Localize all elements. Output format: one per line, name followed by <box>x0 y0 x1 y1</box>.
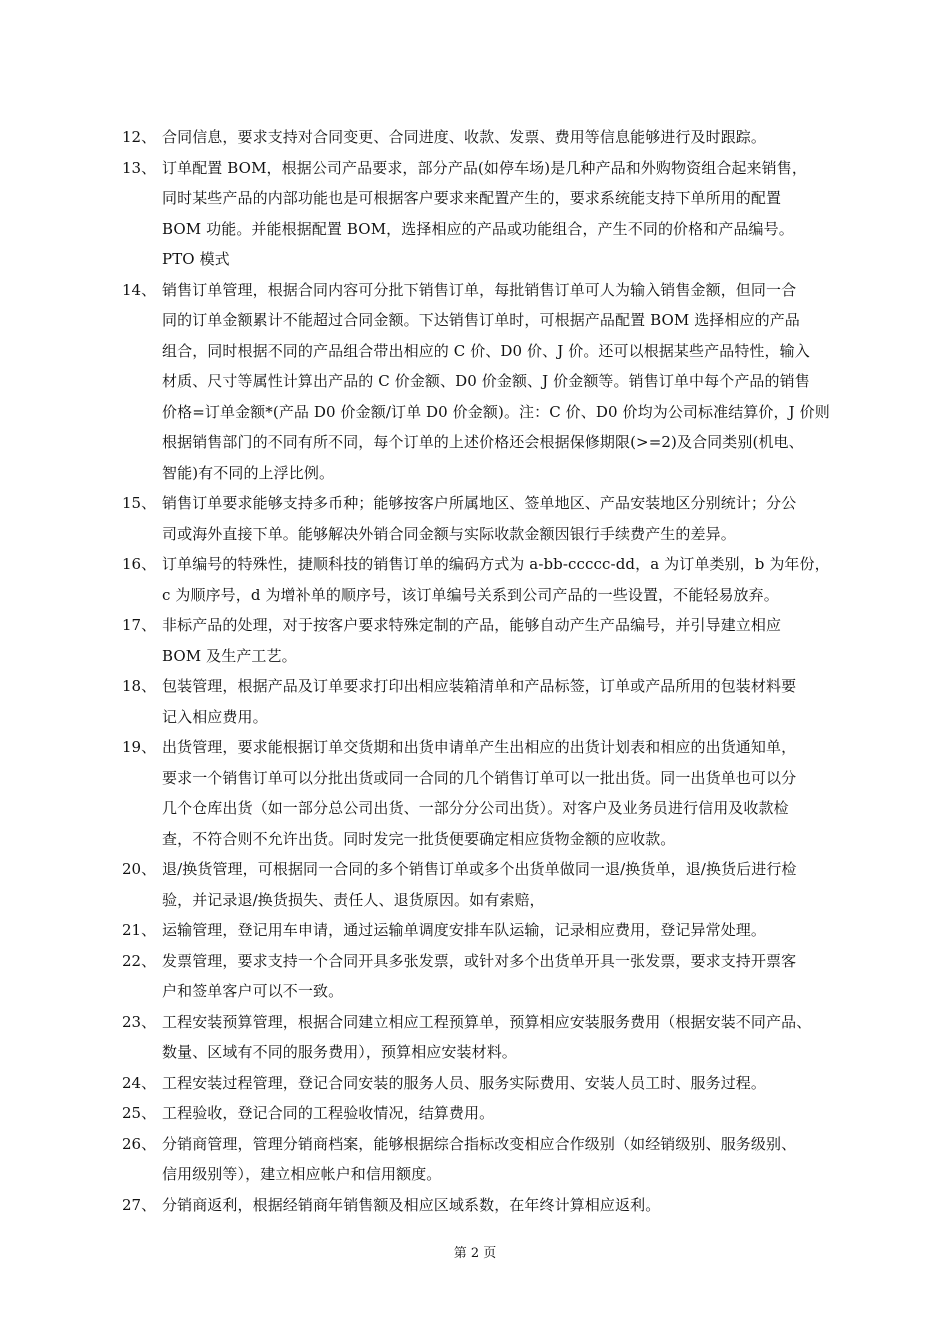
list-item-text-line: 工程验收，登记合同的工程验收情况，结算费用。 <box>162 1104 495 1122</box>
list-item <box>0 610 950 671</box>
list-item <box>0 488 950 549</box>
list-item <box>0 1068 950 1099</box>
list-item-text-line: 同的订单金额累计不能超过合同金额。下达销售订单时，可根据产品配置 BOM 选择相应的产品 <box>162 311 800 329</box>
list-item <box>0 122 950 153</box>
list-item-text-line: 分销商返利，根据经销商年销售额及相应区域系数，在年终计算相应返利。 <box>162 1195 661 1214</box>
list-item-text-line: 退/换货管理，可根据同一合同的多个销售订单或多个出货单做同一退/换货单，退/换货后进行检 <box>162 860 797 878</box>
list-item-text-line: 工程安装过程管理，登记合同安装的服务人员、服务实际费用、安装人员工时、服务过程。 <box>162 1073 767 1092</box>
list-item-number: 12、 <box>122 128 157 146</box>
page-number: 第 2 页 <box>453 1246 497 1261</box>
list-item <box>0 275 950 489</box>
list-item-number: 26、 <box>122 1134 157 1153</box>
list-item-number: 14、 <box>122 280 157 299</box>
list-item-text-line: 订单编号的特殊性，捷顺科技的销售订单的编码方式为 a-bb-ccccc-dd，a 为订单类别，b 为年份， <box>162 555 830 573</box>
list-item <box>0 671 950 732</box>
list-item <box>0 915 950 946</box>
list-item-text-line: 订单配置 BOM，根据公司产品要求，部分产品(如停车场)是几种产品和外购物资组合起来销售， <box>162 158 807 177</box>
list-item-text-line: 记入相应费用。 <box>162 707 268 726</box>
list-item-number: 17、 <box>122 616 157 634</box>
list-item-text-line: 几个仓库出货（如一部分总公司出货、一部分分公司出货）。对客户及业务员进行信用及收款检 <box>162 799 789 817</box>
list-item-text-line: 销售订单要求能够支持多币种；能够按客户所属地区、签单地区、产品安装地区分别统计；分公 <box>162 494 797 512</box>
list-item-text-line: BOM 功能。并能根据配置 BOM，选择相应的产品或功能组合，产生不同的价格和产品编号。 <box>162 219 794 238</box>
list-item-text-line: PTO 模式 <box>162 250 230 268</box>
list-item <box>0 1098 950 1129</box>
list-item-number: 20、 <box>122 860 157 878</box>
list-item <box>0 1129 950 1190</box>
list-item-text-line: 价格=订单金额*(产品 D0 价金额/订单 D0 价金额)。注：C 价、D0 价均为公司标准结算价，J 价则 <box>162 402 830 421</box>
list-item-number: 19、 <box>122 738 157 756</box>
list-item-text-line: 户和签单客户可以不一致。 <box>162 982 344 1000</box>
list-item-text-line: 信用级别等），建立相应帐户和信用额度。 <box>162 1165 442 1183</box>
list-item-text-line: 销售订单管理，根据合同内容可分批下销售订单，每批销售订单可人为输入销售金额，但同一合 <box>162 280 797 299</box>
list-item <box>0 1007 950 1068</box>
page-footer <box>0 1245 950 1263</box>
list-item-text-line: 材质、尺寸等属性计算出产品的 C 价金额、D0 价金额、J 价金额等。销售订单中每个产品的销售 <box>162 372 810 390</box>
list-item-text-line: 验，并记录退/换货损失、责任人、退货原因。如有索赔， <box>162 890 545 909</box>
list-item-text-line: 非标产品的处理，对于按客户要求特殊定制的产品，能够自动产生产品编号，并引导建立相应 <box>162 616 782 634</box>
list-item-text-line: 组合，同时根据不同的产品组合带出相应的 C 价、D0 价、J 价。还可以根据某些产品特性，输入 <box>162 341 810 360</box>
document-body <box>0 122 950 1220</box>
list-item <box>0 946 950 1007</box>
list-item-number: 25、 <box>122 1104 157 1122</box>
list-item <box>0 549 950 610</box>
list-item-number: 18、 <box>122 677 157 695</box>
list-item-text-line: 智能)有不同的上浮比例。 <box>162 463 335 482</box>
list-item-text-line: BOM 及生产工艺。 <box>162 646 297 665</box>
list-item <box>0 732 950 854</box>
list-item-text-line: 同时某些产品的内部功能也是可根据客户要求来配置产生的，要求系统能支持下单所用的配置 <box>162 189 782 207</box>
list-item-text-line: 运输管理，登记用车申请，通过运输单调度安排车队运输，记录相应费用，登记异常处理。 <box>162 921 767 939</box>
list-item-text-line: 要求一个销售订单可以分批出货或同一合同的几个销售订单可以一批出货。同一出货单也可以分 <box>162 768 797 787</box>
list-item-text-line: 查，不符合则不允许出货。同时发完一批货便要确定相应货物金额的应收款。 <box>162 829 676 848</box>
list-item-text-line: 根据销售部门的不同有所不同，每个订单的上述价格还会根据保修期限(>=2)及合同类别(机电、 <box>162 433 804 451</box>
list-item-number: 22、 <box>122 951 157 970</box>
list-item-text-line: 分销商管理，管理分销商档案，能够根据综合指标改变相应合作级别（如经销级别、服务级别、 <box>162 1134 797 1153</box>
list-item-number: 16、 <box>122 555 157 573</box>
list-item-text-line: 包装管理，根据产品及订单要求打印出相应装箱清单和产品标签，订单或产品所用的包装材料要 <box>162 677 797 695</box>
list-item-number: 24、 <box>122 1073 157 1092</box>
list-item-number: 21、 <box>122 921 157 939</box>
list-item-number: 27、 <box>122 1195 157 1214</box>
list-item <box>0 153 950 275</box>
list-item-number: 23、 <box>122 1012 157 1031</box>
list-item-text-line: 数量、区域有不同的服务费用），预算相应安装材料。 <box>162 1043 517 1061</box>
list-item-number: 13、 <box>122 158 157 177</box>
list-item-number: 15、 <box>122 494 157 512</box>
list-item-text-line: 司或海外直接下单。能够解决外销合同金额与实际收款金额因银行手续费产生的差异。 <box>162 524 736 543</box>
list-item-text-line: c 为顺序号，d 为增补单的顺序号，该订单编号关系到公司产品的一些设置，不能轻易放弃。 <box>162 585 779 604</box>
list-item-text-line: 出货管理，要求能根据订单交货期和出货申请单产生出相应的出货计划表和相应的出货通知单， <box>162 738 797 756</box>
list-item <box>0 1190 950 1221</box>
list-item-text-line: 发票管理，要求支持一个合同开具多张发票，或针对多个出货单开具一张发票，要求支持开票客 <box>162 951 797 970</box>
list-item-text-line: 工程安装预算管理，根据合同建立相应工程预算单，预算相应安装服务费用（根据安装不同产品、 <box>162 1012 812 1031</box>
list-item <box>0 854 950 915</box>
list-item-text-line: 合同信息，要求支持对合同变更、合同进度、收款、发票、费用等信息能够进行及时跟踪。 <box>162 128 767 146</box>
